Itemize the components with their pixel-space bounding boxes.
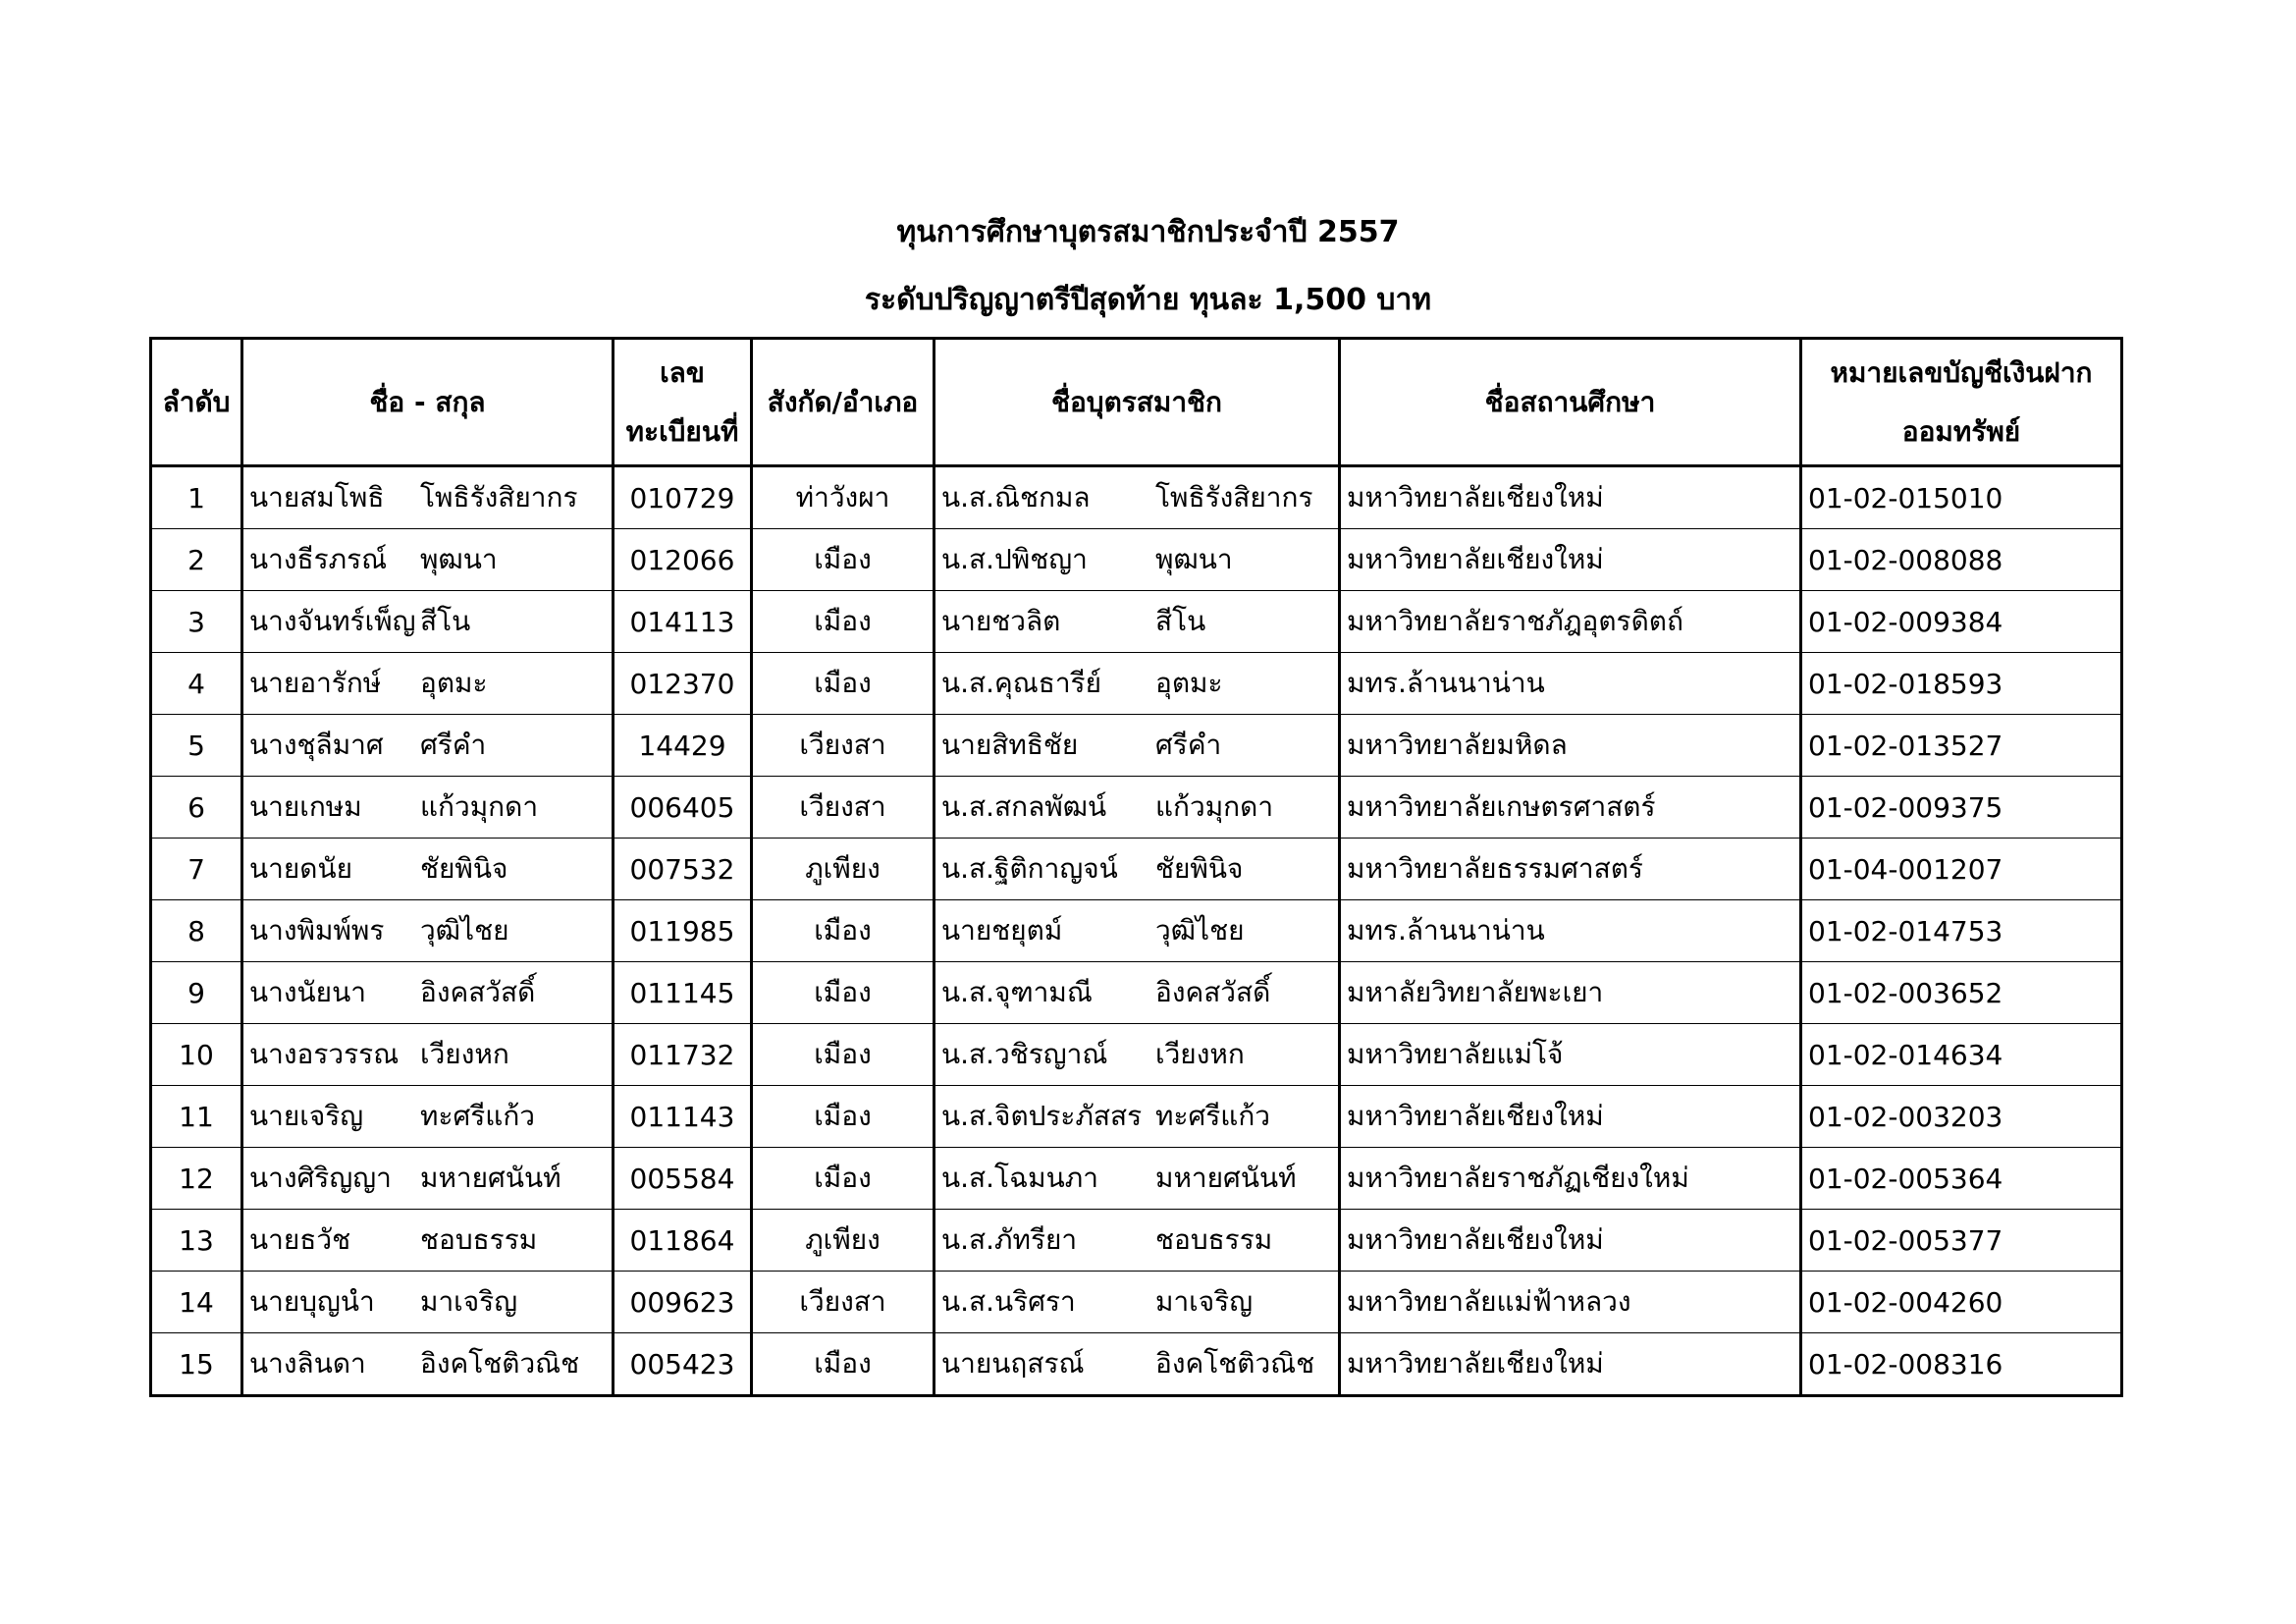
- header-account-line2: ออมทรัพย์: [1901, 414, 2021, 448]
- cell-school: มหาวิทยาลัยเกษตรศาสตร์: [1340, 777, 1801, 839]
- member-last-name: ศรีคำ: [420, 729, 487, 761]
- child-last-name: ทะศรีแก้ว: [1155, 1100, 1271, 1132]
- child-first-name: น.ส.วชิรญาณ์: [941, 1038, 1108, 1070]
- cell-child-name: [934, 715, 1340, 777]
- member-last-name: ชอบธรรม: [420, 1223, 538, 1256]
- cell-school: มหาวิทยาลัยมหิดล: [1340, 715, 1801, 777]
- cell-reg: 011985: [614, 900, 752, 962]
- header-account-line1: หมายเลขบัญชีเงินฝาก: [1830, 355, 2093, 389]
- cell-school: มหาวิทยาลัยราชภัฏเชียงใหม่: [1340, 1148, 1801, 1210]
- cell-member-name: [242, 1210, 614, 1272]
- child-first-name: น.ส.จิตประภัสสร: [941, 1100, 1143, 1132]
- child-first-name: น.ส.ฐิติกาญจน์: [941, 852, 1118, 885]
- cell-member-name: [242, 715, 614, 777]
- member-first-name: นางศิริญญา: [249, 1162, 392, 1194]
- cell-child-name: [934, 962, 1340, 1024]
- cell-no: 1: [151, 466, 242, 529]
- cell-school: มหาลัยวิทยาลัยพะเยา: [1340, 962, 1801, 1024]
- cell-school: มหาวิทยาลัยเชียงใหม่: [1340, 1333, 1801, 1396]
- child-first-name: น.ส.โฉมนภา: [941, 1162, 1098, 1194]
- member-first-name: นางธีรภรณ์: [249, 543, 388, 575]
- cell-child-name: [934, 900, 1340, 962]
- cell-school: มหาวิทยาลัยธรรมศาสตร์: [1340, 839, 1801, 900]
- child-last-name: มาเจริญ: [1155, 1285, 1254, 1318]
- cell-member-name: [242, 1148, 614, 1210]
- cell-account: 01-02-018593: [1801, 653, 2122, 715]
- cell-child-name: [934, 1210, 1340, 1272]
- header-name: ชื่อ - สกุล: [242, 339, 614, 466]
- child-first-name: น.ส.คุณธารีย์: [941, 667, 1101, 699]
- child-last-name: วุฒิไชย: [1155, 914, 1245, 947]
- table-row: [151, 1210, 2122, 1272]
- cell-child-name: [934, 653, 1340, 715]
- cell-reg: 006405: [614, 777, 752, 839]
- child-first-name: นายสิทธิชัย: [941, 729, 1079, 761]
- cell-account: 01-02-008088: [1801, 529, 2122, 591]
- cell-member-name: [242, 777, 614, 839]
- table-row: [151, 1086, 2122, 1148]
- cell-child-name: [934, 1272, 1340, 1333]
- cell-reg: 014113: [614, 591, 752, 653]
- member-first-name: นายอารักษ์: [249, 667, 382, 699]
- member-first-name: นางนัยนา: [249, 976, 366, 1008]
- cell-reg: 011145: [614, 962, 752, 1024]
- cell-district: เวียงสา: [752, 715, 934, 777]
- cell-account: 01-02-014753: [1801, 900, 2122, 962]
- member-first-name: นายธวัช: [249, 1223, 351, 1256]
- cell-no: 14: [151, 1272, 242, 1333]
- cell-account: 01-02-014634: [1801, 1024, 2122, 1086]
- cell-reg: 005584: [614, 1148, 752, 1210]
- member-last-name: เวียงหก: [420, 1038, 509, 1070]
- member-first-name: นางลินดา: [249, 1347, 366, 1380]
- cell-reg: 005423: [614, 1333, 752, 1396]
- cell-reg: 007532: [614, 839, 752, 900]
- cell-reg: 011143: [614, 1086, 752, 1148]
- header-school: ชื่อสถานศึกษา: [1340, 339, 1801, 466]
- cell-no: 11: [151, 1086, 242, 1148]
- cell-district: ท่าวังผา: [752, 466, 934, 529]
- scholarship-table: [149, 337, 2123, 1397]
- cell-child-name: [934, 839, 1340, 900]
- cell-school: มหาวิทยาลัยเชียงใหม่: [1340, 529, 1801, 591]
- child-last-name: พุฒนา: [1155, 543, 1233, 575]
- table-row: [151, 962, 2122, 1024]
- child-last-name: มหายศนันท์: [1155, 1162, 1297, 1194]
- member-first-name: นายเกษม: [249, 790, 362, 823]
- cell-child-name: [934, 591, 1340, 653]
- cell-district: เมือง: [752, 653, 934, 715]
- member-first-name: นางจันทร์เพ็ญ: [249, 605, 416, 637]
- child-first-name: น.ส.จุฑามณี: [941, 976, 1093, 1008]
- cell-reg: 012370: [614, 653, 752, 715]
- child-first-name: นายชวลิต: [941, 605, 1061, 637]
- cell-reg: 011732: [614, 1024, 752, 1086]
- child-last-name: ชอบธรรม: [1155, 1223, 1273, 1256]
- cell-district: เมือง: [752, 900, 934, 962]
- member-first-name: นางชุลีมาศ: [249, 729, 384, 761]
- cell-school: มทร.ล้านนาน่าน: [1340, 653, 1801, 715]
- child-last-name: สีโน: [1155, 605, 1206, 637]
- cell-reg: 011864: [614, 1210, 752, 1272]
- cell-child-name: [934, 1086, 1340, 1148]
- page-subtitle: ระดับปริญญาตรีปีสุดท้าย ทุนละ 1,500 บาท: [864, 283, 1432, 317]
- cell-member-name: [242, 1272, 614, 1333]
- cell-district: เมือง: [752, 1086, 934, 1148]
- member-first-name: นายเจริญ: [249, 1100, 364, 1132]
- cell-child-name: [934, 1333, 1340, 1396]
- cell-member-name: [242, 591, 614, 653]
- cell-account: 01-02-004260: [1801, 1272, 2122, 1333]
- member-first-name: นายบุญนำ: [249, 1285, 375, 1318]
- member-last-name: ทะศรีแก้ว: [420, 1100, 536, 1132]
- cell-account: 01-02-009384: [1801, 591, 2122, 653]
- child-last-name: ชัยพินิจ: [1155, 852, 1244, 885]
- member-last-name: สีโน: [420, 605, 471, 637]
- member-last-name: อุตมะ: [420, 667, 488, 699]
- table-row: [151, 653, 2122, 715]
- cell-account: 01-02-005364: [1801, 1148, 2122, 1210]
- member-first-name: นายดนัย: [249, 852, 352, 885]
- cell-no: 6: [151, 777, 242, 839]
- cell-school: มทร.ล้านนาน่าน: [1340, 900, 1801, 962]
- child-first-name: น.ส.สกลพัฒน์: [941, 790, 1107, 823]
- child-last-name: โพธิรังสิยากร: [1155, 481, 1313, 514]
- table-header-row: [151, 339, 2122, 466]
- cell-no: 9: [151, 962, 242, 1024]
- header-reg-line1: เลข: [660, 355, 705, 389]
- child-first-name: น.ส.ปพิชญา: [941, 543, 1088, 575]
- cell-school: มหาวิทยาลัยเชียงใหม่: [1340, 1086, 1801, 1148]
- cell-no: 15: [151, 1333, 242, 1396]
- cell-no: 12: [151, 1148, 242, 1210]
- table-row: [151, 839, 2122, 900]
- cell-reg: 009623: [614, 1272, 752, 1333]
- cell-member-name: [242, 900, 614, 962]
- cell-school: มหาวิทยาลัยราชภัฎอุตรดิตถ์: [1340, 591, 1801, 653]
- cell-school: มหาวิทยาลัยเชียงใหม่: [1340, 466, 1801, 529]
- member-last-name: มหายศนันท์: [420, 1162, 561, 1194]
- cell-reg: 14429: [614, 715, 752, 777]
- member-last-name: แก้วมุกดา: [420, 790, 539, 823]
- child-last-name: อุตมะ: [1155, 667, 1223, 699]
- cell-school: มหาวิทยาลัยเชียงใหม่: [1340, 1210, 1801, 1272]
- cell-district: เวียงสา: [752, 777, 934, 839]
- child-first-name: นายชยุตม์: [941, 914, 1063, 947]
- table-row: [151, 1024, 2122, 1086]
- cell-school: มหาวิทยาลัยแม่ฟ้าหลวง: [1340, 1272, 1801, 1333]
- header-no: ลำดับ: [151, 339, 242, 466]
- child-first-name: น.ส.ภัทรียา: [941, 1223, 1078, 1256]
- cell-district: เมือง: [752, 591, 934, 653]
- member-last-name: วุฒิไชย: [420, 914, 509, 947]
- cell-member-name: [242, 962, 614, 1024]
- cell-account: 01-02-003203: [1801, 1086, 2122, 1148]
- cell-no: 8: [151, 900, 242, 962]
- member-last-name: ชัยพินิจ: [420, 852, 508, 885]
- cell-reg: 010729: [614, 466, 752, 529]
- cell-account: 01-02-013527: [1801, 715, 2122, 777]
- member-first-name: นางพิมพ์พร: [249, 914, 385, 947]
- header-child: ชื่อบุตรสมาชิก: [934, 339, 1340, 466]
- cell-district: เมือง: [752, 962, 934, 1024]
- cell-child-name: [934, 466, 1340, 529]
- cell-member-name: [242, 839, 614, 900]
- cell-reg: 012066: [614, 529, 752, 591]
- table-row: [151, 900, 2122, 962]
- child-last-name: อิงคโชติวณิช: [1155, 1347, 1315, 1380]
- cell-district: ภูเพียง: [752, 1210, 934, 1272]
- child-last-name: แก้วมุกดา: [1155, 790, 1274, 823]
- child-last-name: ศรีคำ: [1155, 729, 1222, 761]
- cell-account: 01-02-003652: [1801, 962, 2122, 1024]
- cell-account: 01-02-015010: [1801, 466, 2122, 529]
- cell-account: 01-02-008316: [1801, 1333, 2122, 1396]
- member-last-name: มาเจริญ: [420, 1285, 518, 1318]
- cell-child-name: [934, 777, 1340, 839]
- table-row: [151, 1333, 2122, 1396]
- table-row: [151, 715, 2122, 777]
- member-last-name: พุฒนา: [420, 543, 498, 575]
- child-first-name: น.ส.ณิชกมล: [941, 481, 1091, 514]
- member-last-name: อิงคโชติวณิช: [420, 1347, 580, 1380]
- cell-member-name: [242, 1333, 614, 1396]
- table-body: [151, 466, 2122, 1396]
- cell-account: 01-02-005377: [1801, 1210, 2122, 1272]
- cell-member-name: [242, 529, 614, 591]
- cell-district: ภูเพียง: [752, 839, 934, 900]
- table-row: [151, 777, 2122, 839]
- cell-district: เวียงสา: [752, 1272, 934, 1333]
- cell-member-name: [242, 1086, 614, 1148]
- cell-account: 01-02-009375: [1801, 777, 2122, 839]
- child-first-name: น.ส.นริศรา: [941, 1285, 1076, 1318]
- cell-district: เมือง: [752, 529, 934, 591]
- cell-no: 7: [151, 839, 242, 900]
- member-last-name: อิงคสวัสดิ์: [420, 976, 536, 1008]
- table-row: [151, 591, 2122, 653]
- header-reg-line2: ทะเบียนที่: [625, 414, 739, 448]
- cell-district: เมือง: [752, 1148, 934, 1210]
- child-first-name: นายนฤสรณ์: [941, 1347, 1085, 1380]
- cell-account: 01-04-001207: [1801, 839, 2122, 900]
- cell-child-name: [934, 1148, 1340, 1210]
- cell-child-name: [934, 1024, 1340, 1086]
- cell-district: เมือง: [752, 1024, 934, 1086]
- table-row: [151, 1148, 2122, 1210]
- member-first-name: นายสมโพธิ: [249, 481, 385, 514]
- child-last-name: เวียงหก: [1155, 1038, 1245, 1070]
- cell-member-name: [242, 466, 614, 529]
- cell-no: 2: [151, 529, 242, 591]
- table-row: [151, 466, 2122, 529]
- page-title: ทุนการศึกษาบุตรสมาชิกประจำปี 2557: [896, 215, 1400, 249]
- cell-child-name: [934, 529, 1340, 591]
- cell-member-name: [242, 1024, 614, 1086]
- header-reg: [614, 339, 752, 466]
- cell-no: 10: [151, 1024, 242, 1086]
- header-district: สังกัด/อำเภอ: [752, 339, 934, 466]
- member-first-name: นางอรวรรณ: [249, 1038, 400, 1070]
- table-row: [151, 1272, 2122, 1333]
- cell-no: 4: [151, 653, 242, 715]
- cell-no: 3: [151, 591, 242, 653]
- table-row: [151, 529, 2122, 591]
- cell-district: เมือง: [752, 1333, 934, 1396]
- cell-school: มหาวิทยาลัยแม่โจ้: [1340, 1024, 1801, 1086]
- cell-no: 13: [151, 1210, 242, 1272]
- header-account: [1801, 339, 2122, 466]
- member-last-name: โพธิรังสิยากร: [420, 481, 578, 514]
- cell-member-name: [242, 653, 614, 715]
- cell-no: 5: [151, 715, 242, 777]
- child-last-name: อิงคสวัสดิ์: [1155, 976, 1271, 1008]
